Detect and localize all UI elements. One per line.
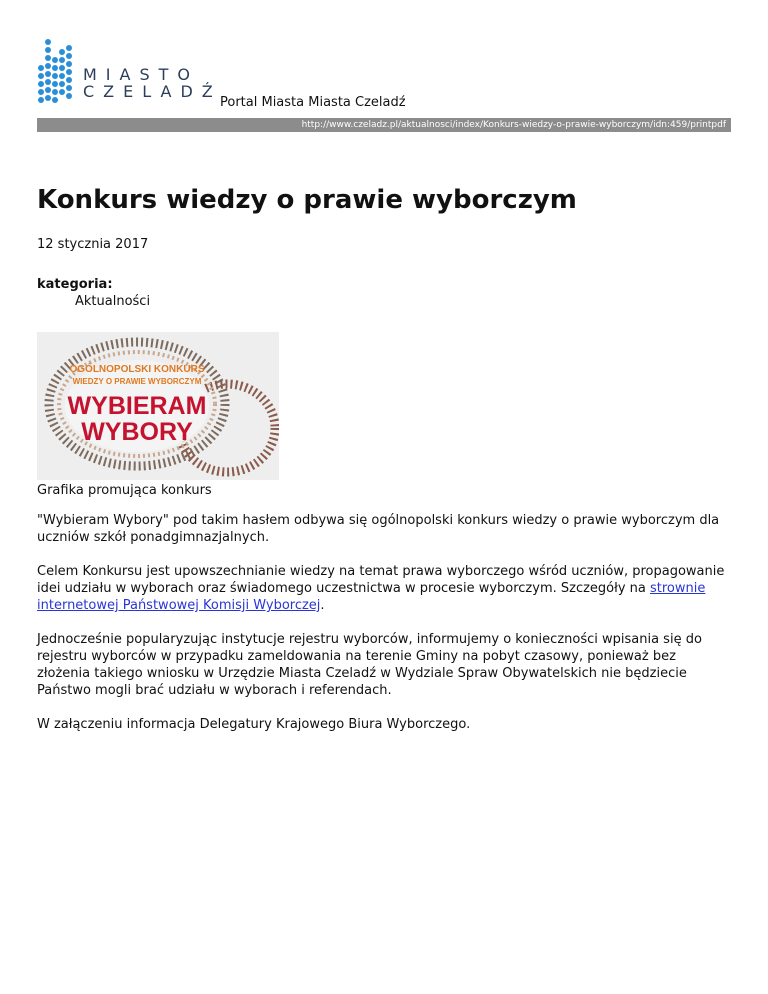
city-logo-wordmark	[83, 66, 222, 100]
promo-line-3: WYBIERAM	[67, 392, 207, 420]
category-label: kategoria:	[37, 277, 113, 292]
promo-image	[37, 332, 279, 480]
paragraph-attachment: W załączeniu informacja Delegatury Krajowego Biura Wyborczego.	[37, 717, 471, 732]
article-date: 12 stycznia 2017	[37, 237, 149, 252]
promo-graphic	[37, 332, 279, 480]
promo-line-2: WIEDZY O PRAWIE WYBORCZYM	[72, 377, 202, 386]
image-caption: Grafika promująca konkurs	[37, 483, 212, 498]
promo-line-4: WYBORY	[81, 418, 193, 446]
paragraph-intro: "Wybieram Wybory" pod takim hasłem odbywa się ogólnopolski konkurs wiedzy o prawie wyborczym dla uczniów szkół ponadgimnazjalnych.	[37, 513, 720, 545]
paragraph-register: Jednocześnie popularyzując instytucje rejestru wyborców, informujemy o konieczności wpisania się do rejestru wyborców w przypadku zameldowania na terenie Gminy na pobyt czasowy, ponieważ bez złożenia takiego wniosku w Urzędzie Miasta Czeladź w Wydziale Spraw Obywatelskich nie będziecie Państwo mogli brać udziału w wyborach i referendach.	[37, 632, 702, 698]
logo-line-czeladz: CZELADŹ	[83, 82, 222, 101]
paragraph-goal-text: Celem Konkursu jest upowszechnianie wiedzy na temat prawa wyborczego wśród uczniów, propagowanie idei udziału w wyborach oraz świadomego uczestnictwa w procesie wyborczym. Szczegóły na	[37, 564, 725, 596]
logo-line-miasto: MIASTO	[83, 65, 199, 84]
city-logo-icon	[37, 38, 77, 108]
category-value: Aktualności	[75, 294, 151, 309]
promo-line-1: OGÓLNOPOLSKI KONKURS	[69, 364, 205, 375]
portal-name: Portal Miasta Miasta Czeladź	[220, 95, 406, 110]
paragraph-goal	[37, 563, 727, 614]
article-body	[37, 512, 727, 750]
source-url-bar: http://www.czeladz.pl/aktualnosci/index/Konkurs-wiedzy-o-prawie-wyborczym/idn:459/printpdf	[37, 118, 731, 132]
article-title: Konkurs wiedzy o prawie wyborczym	[37, 185, 577, 215]
paragraph-goal-end: .	[320, 598, 325, 613]
page-header	[37, 38, 731, 118]
pkw-website-link[interactable]: strownie internetowej Państwowej Komisji Wyborczej	[37, 581, 706, 613]
